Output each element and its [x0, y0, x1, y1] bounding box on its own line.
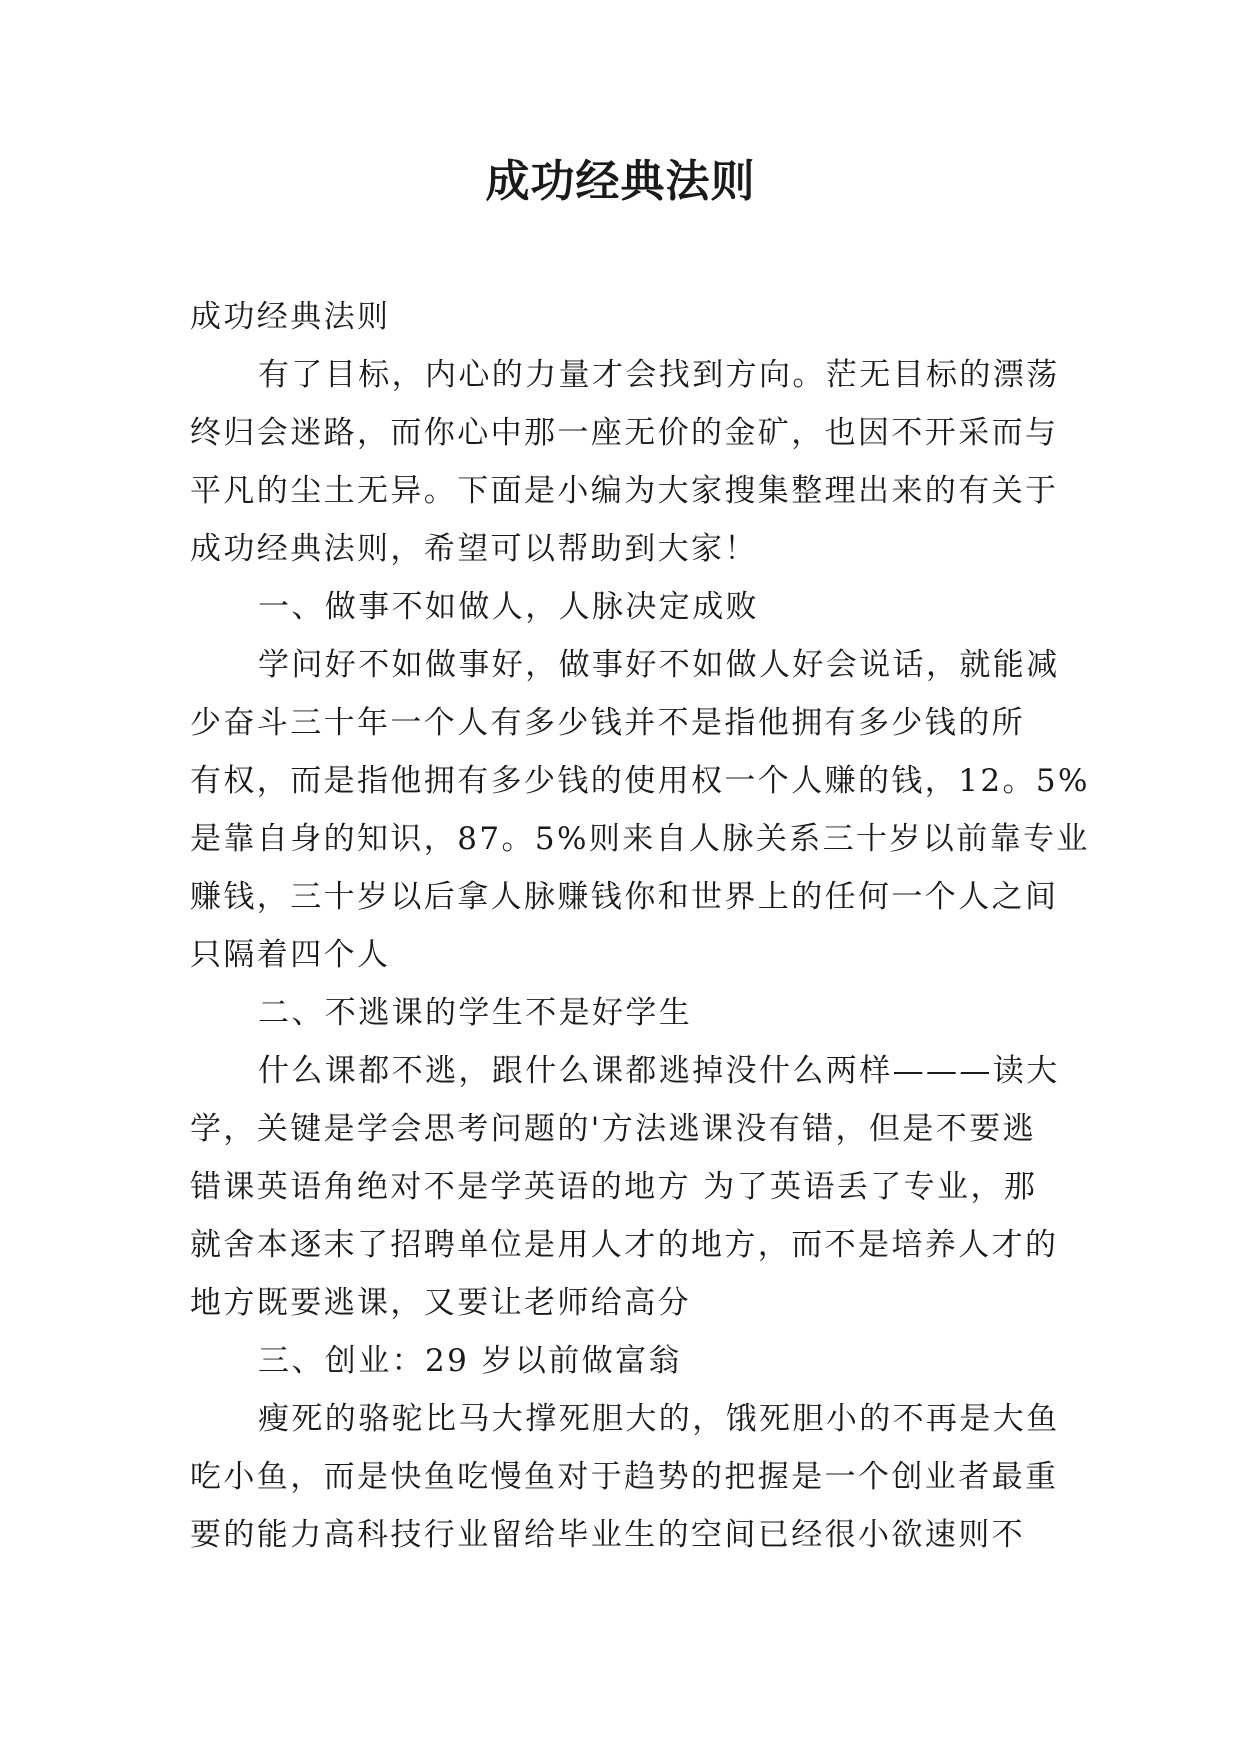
paragraph-line: 地方既要逃课，又要让老师给高分: [190, 1285, 691, 1321]
paragraph-line: 有了目标，内心的力量才会找到方向。茫无目标的漂荡: [258, 357, 1060, 393]
paragraph-line: 学问好不如做事好，做事好不如做人好会说话，就能减: [258, 647, 1060, 683]
paragraph-line: 错课英语角绝对不是学英语的地方 为了英语丢了专业，那: [190, 1169, 1038, 1205]
paragraph-line: 少奋斗三十年一个人有多少钱并不是指他拥有多少钱的所: [190, 705, 1025, 741]
section-heading-3: 三、创业：29 岁以前做富翁: [258, 1343, 682, 1379]
paragraph-line: 有权，而是指他拥有多少钱的使用权一个人赚的钱，12。5%: [190, 763, 1090, 799]
paragraph-line: 只隔着四个人: [190, 937, 391, 973]
paragraph-line: 平凡的尘土无异。下面是小编为大家搜集整理出来的有关于: [190, 473, 1059, 509]
paragraph-line: 是靠自身的知识，87。5%则来自人脉关系三十岁以前靠专业: [190, 821, 1090, 857]
paragraph-line: 赚钱，三十岁以后拿人脉赚钱你和世界上的任何一个人之间: [190, 879, 1059, 915]
paragraph-line: 终归会迷路，而你心中那一座无价的金矿，也因不开采而与: [190, 415, 1059, 451]
paragraph-line: 成功经典法则，希望可以帮助到大家！: [190, 531, 758, 567]
section-heading-1: 一、做事不如做人，人脉决定成败: [258, 589, 759, 625]
subtitle-line: 成功经典法则: [190, 299, 391, 335]
paragraph-line: 学，关键是学会思考问题的'方法逃课没有错，但是不要逃: [190, 1111, 1036, 1147]
paragraph-line: 就舍本逐末了招聘单位是用人才的地方，而不是培养人才的: [190, 1227, 1059, 1263]
section-heading-2: 二、不逃课的学生不是好学生: [258, 995, 693, 1031]
document-body: [190, 288, 1090, 1564]
paragraph-line: 瘦死的骆驼比马大撑死胆大的，饿死胆小的不再是大鱼: [258, 1401, 1060, 1437]
paragraph-line: 要的能力高科技行业留给毕业生的空间已经很小欲速则不: [190, 1517, 1025, 1553]
document-title: 成功经典法则: [485, 156, 756, 207]
paragraph-line: 什么课都不逃，跟什么课都逃掉没什么两样———读大: [258, 1053, 1060, 1089]
paragraph-line: 吃小鱼，而是快鱼吃慢鱼对于趋势的把握是一个创业者最重: [190, 1459, 1059, 1495]
